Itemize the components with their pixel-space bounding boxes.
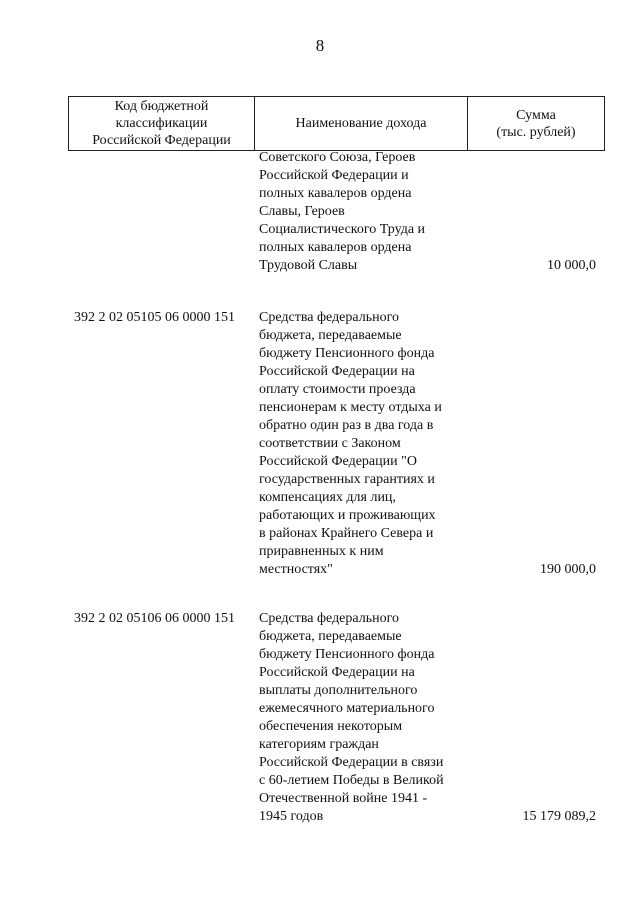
income-name-line: Средства федерального <box>259 310 399 325</box>
amount: 15 179 089,2 <box>522 809 596 824</box>
income-name <box>259 149 474 275</box>
header-sum-column <box>468 97 604 150</box>
income-name-line: бюджета, передаваемые <box>259 328 402 343</box>
income-name-line: Российской Федерации в связи <box>259 755 444 770</box>
header-sum-line: (тыс. рублей) <box>496 124 576 140</box>
income-name-line: Социалистического Труда и <box>259 222 426 237</box>
amount: 190 000,0 <box>540 562 596 577</box>
income-name-line: бюджету Пенсионного фонда <box>259 346 435 361</box>
income-name-line: обратно один раз в два года в <box>259 418 434 433</box>
income-name-line: соответствии с Законом <box>259 436 401 451</box>
income-name-line: Славы, Героев <box>259 204 345 219</box>
income-name-line: Трудовой Славы <box>259 258 358 273</box>
income-name-line: работающих и проживающих <box>259 508 436 523</box>
income-name-line: Российской Федерации "О <box>259 454 417 469</box>
header-name-label: Наименование дохода <box>295 116 427 131</box>
income-name-line: с 60-летием Победы в Великой <box>259 773 444 788</box>
income-name <box>259 309 474 579</box>
income-name-line: местностях" <box>259 562 333 577</box>
budget-code: 392 2 02 05105 06 0000 151 <box>74 310 235 325</box>
income-name-line: Российской Федерации и <box>259 168 409 183</box>
budget-code: 392 2 02 05106 06 0000 151 <box>74 611 235 626</box>
income-name-line: в районах Крайнего Севера и <box>259 526 434 541</box>
income-name-line: оплату стоимости проезда <box>259 382 416 397</box>
header-code-line: классификации <box>115 116 208 131</box>
income-name-line: выплаты дополнительного <box>259 683 418 698</box>
header-code-line: Код бюджетной <box>114 99 209 114</box>
income-name-line: приравненных к ним <box>259 544 384 559</box>
income-name-line: компенсациях для лиц, <box>259 490 396 505</box>
page-number: 8 <box>315 36 325 55</box>
header-code-line: Российской Федерации <box>92 133 231 148</box>
income-name-line: обеспечения некоторым <box>259 719 403 734</box>
income-name-line: полных кавалеров ордена <box>259 240 412 255</box>
income-name-line: категориям граждан <box>259 737 379 752</box>
income-name-line: Отечественной войне 1941 - <box>259 791 428 806</box>
income-name-line: пенсионерам к месту отдыха и <box>259 400 442 415</box>
income-name-line: Советского Союза, Героев <box>259 150 416 165</box>
income-name-line: полных кавалеров ордена <box>259 186 412 201</box>
income-name-line: бюджета, передаваемые <box>259 629 402 644</box>
income-name-line: бюджету Пенсионного фонда <box>259 647 435 662</box>
header-code-column <box>69 97 255 150</box>
income-name-line: Средства федерального <box>259 611 399 626</box>
income-name-line: Российской Федерации на <box>259 665 415 680</box>
header-name-column <box>255 97 468 150</box>
header-sum-line: Сумма <box>516 107 556 123</box>
income-name-line: государственных гарантиях и <box>259 472 435 487</box>
income-name <box>259 610 474 826</box>
table-header <box>68 96 605 151</box>
income-name-line: ежемесячного материального <box>259 701 435 716</box>
income-name-line: 1945 годов <box>259 809 324 824</box>
income-name-line: Российской Федерации на <box>259 364 415 379</box>
amount: 10 000,0 <box>547 258 596 273</box>
